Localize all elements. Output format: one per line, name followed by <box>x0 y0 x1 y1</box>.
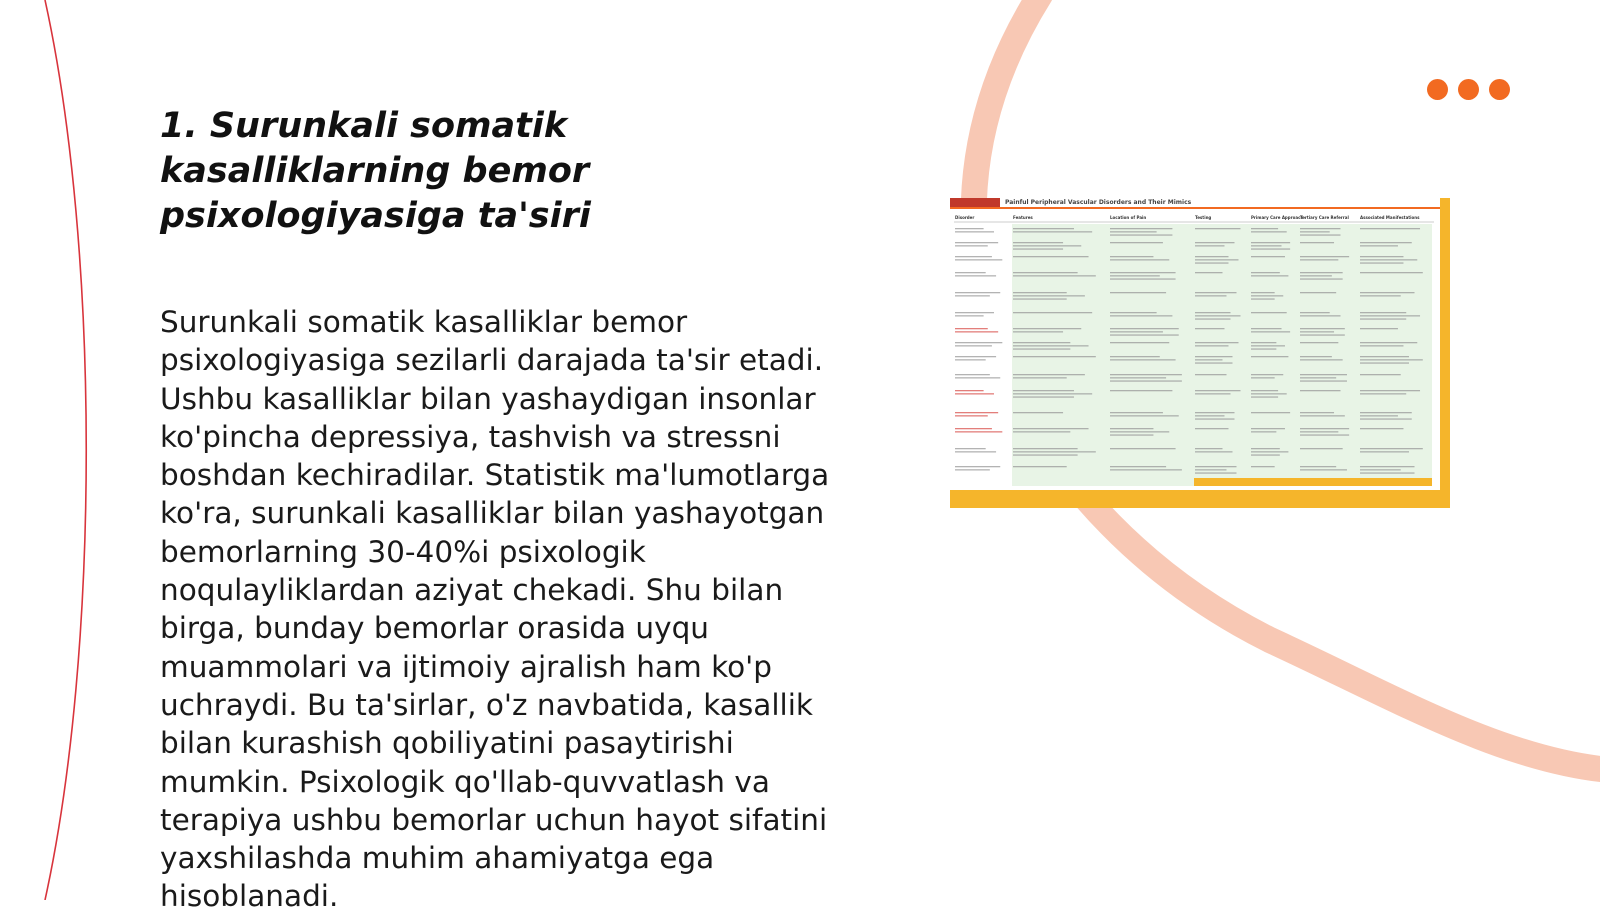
slide-body-text: Surunkali somatik kasalliklar bemor psixologiyasiga sezilarli darajada ta'sir etadi. Ushbu kasalliklar bilan yashaydigan insonlar ko'pincha depressiya, tashvish va stressni boshdan kechiradilar. Statistik ma'lumotlarga ko'ra, surunkali kasalliklar bilan yashayotgan bemorlarning 30-40%i psixologik noqulayliklardan aziyat chekadi. Shu bilan birga, bunday bemorlar orasida uyqu muammolari va ijtimoiy ajralish ham ko'p uchraydi. Bu ta'sirlar, o'z navbatida, kasallik bilan kurashish qobiliyatini pasaytirishi mumkin. Psixologik qo'llab-quvvatlash va terapiya ushbu bemorlar uchun hayot sifatini yaxshilashda muhim ahamiyatga ega hisoblanadi. <box>160 305 830 914</box>
table-text-line <box>1013 248 1063 249</box>
table-text-line <box>1360 295 1401 296</box>
table-text-line <box>955 345 992 346</box>
table-text-line <box>1360 318 1406 319</box>
table-text-line <box>1360 469 1401 470</box>
table-text-line <box>1251 431 1276 432</box>
table-text-line <box>1013 295 1085 296</box>
table-text-line <box>1110 331 1163 332</box>
table-text-line <box>1013 431 1070 432</box>
table-text-line <box>1013 228 1074 229</box>
table-text-line <box>955 412 998 413</box>
table-text-line <box>1195 315 1241 316</box>
table-text-line <box>1110 377 1166 378</box>
table-text-line <box>955 431 1002 432</box>
table-text-line <box>1251 292 1275 293</box>
table-text-line <box>1110 259 1169 260</box>
table-text-line <box>1110 356 1160 357</box>
table-text-line <box>1110 374 1182 375</box>
table-text-line <box>1360 448 1423 449</box>
table-text-line <box>1300 242 1334 243</box>
table-text-line <box>1300 272 1343 273</box>
slide-title: 1. Surunkali somatik kasalliklarning bemor psixologiyasiga ta'siri <box>160 106 591 236</box>
dot-icon <box>1427 79 1448 100</box>
thumbnail-column-header: Location of Pain <box>1110 215 1147 220</box>
table-text-line <box>1013 374 1085 375</box>
dot-icon <box>1458 79 1479 100</box>
table-text-line <box>1360 415 1398 416</box>
table-text-line <box>1013 356 1096 357</box>
table-text-line <box>1013 312 1092 313</box>
table-text-line <box>1110 328 1179 329</box>
table-text-line <box>1360 428 1403 429</box>
table-text-line <box>1360 292 1415 293</box>
table-text-line <box>1300 377 1336 378</box>
table-text-line <box>1195 472 1237 473</box>
table-text-line <box>1300 431 1338 432</box>
table-text-line <box>1300 415 1345 416</box>
thumbnail-column-header: Disorder <box>955 215 975 220</box>
table-text-line <box>955 469 990 470</box>
table-text-line <box>955 275 996 276</box>
table-text-line <box>1195 256 1229 257</box>
table-text-line <box>1195 448 1223 449</box>
table-text-line <box>1110 428 1153 429</box>
more-dots <box>1427 79 1510 100</box>
table-text-line <box>1300 342 1338 343</box>
table-text-line <box>1300 275 1332 276</box>
table-text-line <box>1300 331 1334 332</box>
table-text-line <box>1300 448 1343 449</box>
table-text-line <box>1195 451 1233 452</box>
dot-icon <box>1489 79 1510 100</box>
table-text-line <box>955 415 988 416</box>
table-text-line <box>1110 390 1172 391</box>
table-text-line <box>1251 374 1283 375</box>
thumbnail-tab <box>950 198 1000 207</box>
table-text-line <box>1110 431 1169 432</box>
table-text-line <box>1300 231 1330 232</box>
table-text-line <box>1360 390 1420 391</box>
table-text-line <box>1013 298 1067 299</box>
table-text-line <box>1195 342 1239 343</box>
table-text-line <box>955 245 988 246</box>
table-text-line <box>1251 377 1275 378</box>
table-text-line <box>955 295 990 296</box>
table-text-line <box>1251 451 1288 452</box>
table-text-line <box>955 390 984 391</box>
table-text-line <box>1195 466 1237 467</box>
table-text-line <box>955 356 996 357</box>
table-text-line <box>1110 234 1172 235</box>
table-text-line <box>1251 393 1287 394</box>
table-text-line <box>1013 242 1063 243</box>
table-text-line <box>1251 466 1275 467</box>
table-text-line <box>1360 472 1415 473</box>
table-text-line <box>1013 390 1074 391</box>
table-text-line <box>1110 359 1176 360</box>
table-text-line <box>1195 328 1225 329</box>
table-text-line <box>1360 272 1423 273</box>
table-text-line <box>1300 466 1336 467</box>
table-text-line <box>1251 242 1290 243</box>
table-text-line <box>1195 318 1231 319</box>
table-text-line <box>1300 234 1341 235</box>
table-text-line <box>1300 256 1349 257</box>
table-text-line <box>1251 312 1287 313</box>
table-text-line <box>955 448 986 449</box>
table-text-line <box>1195 345 1229 346</box>
table-text-line <box>1110 448 1176 449</box>
table-text-line <box>1300 328 1345 329</box>
thumbnail-column-header: Testing <box>1195 215 1212 220</box>
table-text-line <box>1195 415 1225 416</box>
table-text-line <box>1013 331 1063 332</box>
table-text-line <box>1300 312 1330 313</box>
table-text-line <box>1110 466 1166 467</box>
table-text-line <box>1195 374 1227 375</box>
table-text-line <box>955 315 984 316</box>
table-text-line <box>1300 428 1349 429</box>
table-text-line <box>1013 396 1074 397</box>
table-text-line <box>1013 428 1089 429</box>
table-text-line <box>1110 242 1163 243</box>
table-text-line <box>1360 242 1412 243</box>
table-text-line <box>1110 292 1166 293</box>
table-text-line <box>955 428 992 429</box>
table-text-line <box>1110 334 1179 335</box>
table-text-line <box>1300 390 1341 391</box>
table-text-line <box>955 312 994 313</box>
table-text-line <box>1013 275 1096 276</box>
table-text-line <box>1251 390 1278 391</box>
table-text-line <box>1251 331 1290 332</box>
table-text-line <box>1110 275 1160 276</box>
table-text-line <box>1360 374 1401 375</box>
table-text-line <box>955 292 1000 293</box>
table-text-line <box>1360 393 1406 394</box>
table-text-line <box>1110 342 1169 343</box>
table-text-line <box>1195 428 1229 429</box>
table-text-line <box>1360 342 1417 343</box>
table-text-line <box>1195 292 1237 293</box>
table-text-line <box>1360 345 1403 346</box>
table-text-line <box>1013 448 1078 449</box>
table-text-line <box>1251 272 1280 273</box>
table-text-line <box>1360 262 1403 263</box>
table-text-line <box>1195 412 1235 413</box>
table-text-line <box>955 466 1000 467</box>
table-text-line <box>1013 292 1067 293</box>
thumbnail-header <box>950 198 1440 209</box>
table-text-line <box>1300 374 1347 375</box>
table-text-line <box>1013 377 1067 378</box>
table-text-line <box>1195 228 1241 229</box>
table-text-line <box>1013 393 1092 394</box>
table-text-line <box>1360 451 1409 452</box>
table-text-line <box>955 231 994 232</box>
table-text-line <box>1300 292 1336 293</box>
table-text-line <box>955 359 986 360</box>
table-text-line <box>1300 469 1347 470</box>
table-text-line <box>955 256 992 257</box>
table-text-line <box>1251 256 1285 257</box>
table-text-line <box>955 342 1002 343</box>
table-text-line <box>1195 469 1227 470</box>
table-text-line <box>1110 228 1172 229</box>
table-text-line <box>1360 466 1415 467</box>
table-text-line <box>1013 328 1081 329</box>
table-text-line <box>1300 380 1347 381</box>
table-text-line <box>1360 259 1417 260</box>
table-text-line <box>1195 272 1223 273</box>
table-text-line <box>1013 345 1089 346</box>
thumbnail-column-header: Tertiary Care Referral <box>1300 215 1349 220</box>
table-text-line <box>1251 348 1276 349</box>
thumbnail-column-header: Associated Manifestations <box>1360 215 1420 220</box>
table-text-line <box>1360 359 1423 360</box>
table-text-line <box>955 377 1000 378</box>
table-text-line <box>1251 245 1282 246</box>
table-text-line <box>1251 396 1278 397</box>
table-text-line <box>1251 328 1282 329</box>
table-text-line <box>1251 231 1287 232</box>
table-text-line <box>1110 469 1182 470</box>
table-text-line <box>1195 245 1225 246</box>
table-text-line <box>1110 256 1153 257</box>
table-text-line <box>1251 356 1288 357</box>
table-text-line <box>1360 362 1409 363</box>
table-text-line <box>1110 434 1153 435</box>
table-text-line <box>955 331 998 332</box>
table-text-line <box>955 228 984 229</box>
thumbnail-table <box>954 212 1436 490</box>
table-text-line <box>1360 228 1420 229</box>
table-text-line <box>1195 390 1241 391</box>
table-text-line <box>1251 412 1290 413</box>
table-text-line <box>1195 418 1235 419</box>
table-text-line <box>1195 259 1239 260</box>
table-text-line <box>1110 312 1157 313</box>
table-text-line <box>1013 412 1063 413</box>
table-text-line <box>1013 342 1070 343</box>
table-text-line <box>1251 428 1285 429</box>
table-text-line <box>1195 312 1231 313</box>
table-text-line <box>1013 245 1081 246</box>
table-text-line <box>1195 295 1227 296</box>
table-text-line <box>1195 393 1231 394</box>
table-text-line <box>1110 412 1163 413</box>
table-text-line <box>1013 348 1070 349</box>
thumbnail-title: Painful Peripheral Vascular Disorders and Their Mimics <box>1005 199 1192 206</box>
table-text-line <box>1013 231 1092 232</box>
table-text-line <box>1251 454 1280 455</box>
table-text-line <box>1360 412 1412 413</box>
table-text-line <box>1110 415 1179 416</box>
table-text-line <box>1110 278 1176 279</box>
table-text-line <box>1195 359 1223 360</box>
table-text-line <box>955 242 998 243</box>
thumbnail-column-header: Features <box>1013 215 1033 220</box>
table-text-line <box>1110 231 1157 232</box>
table-text-line <box>1360 245 1398 246</box>
table-text-line <box>1195 362 1233 363</box>
table-text-line <box>1013 454 1078 455</box>
table-text-line <box>1251 295 1283 296</box>
table-text-line <box>1195 262 1229 263</box>
table-text-line <box>1300 315 1341 316</box>
table-text-line <box>1251 345 1285 346</box>
table-text-line <box>1013 451 1096 452</box>
table-thumbnail-page <box>950 198 1440 490</box>
table-text-line <box>1013 256 1089 257</box>
table-text-line <box>1360 328 1398 329</box>
table-text-line <box>955 328 988 329</box>
table-text-line <box>1360 418 1412 419</box>
table-text-line <box>1300 434 1349 435</box>
table-text-line <box>1110 272 1176 273</box>
table-text-line <box>1251 248 1290 249</box>
table-text-line <box>1300 356 1332 357</box>
table-text-line <box>1251 298 1275 299</box>
table-text-line <box>1110 315 1172 316</box>
left-edge-curve <box>45 0 86 900</box>
table-text-line <box>1195 242 1235 243</box>
table-text-line <box>1251 342 1276 343</box>
table-footer-band <box>1194 478 1432 486</box>
table-text-line <box>1251 448 1280 449</box>
table-text-line <box>1300 412 1334 413</box>
table-text-line <box>955 393 994 394</box>
table-text-line <box>1300 359 1343 360</box>
table-text-line <box>1360 356 1409 357</box>
table-text-line <box>955 374 990 375</box>
table-text-line <box>955 451 996 452</box>
table-text-line <box>1300 228 1341 229</box>
table-text-line <box>1360 315 1420 316</box>
table-text-line <box>1110 380 1182 381</box>
table-text-line <box>1013 272 1078 273</box>
table-text-line <box>1300 334 1345 335</box>
table-text-line <box>1360 256 1403 257</box>
table-text-line <box>955 259 1002 260</box>
table-text-line <box>1013 466 1067 467</box>
table-text-line <box>1300 259 1338 260</box>
table-thumbnail <box>950 198 1450 508</box>
table-text-line <box>955 272 986 273</box>
table-text-line <box>1195 356 1233 357</box>
table-text-line <box>1300 278 1343 279</box>
thumbnail-column-header: Primary Care Approach <box>1251 215 1304 220</box>
table-text-line <box>1360 312 1406 313</box>
table-text-line <box>1251 228 1278 229</box>
table-text-line <box>1251 275 1288 276</box>
